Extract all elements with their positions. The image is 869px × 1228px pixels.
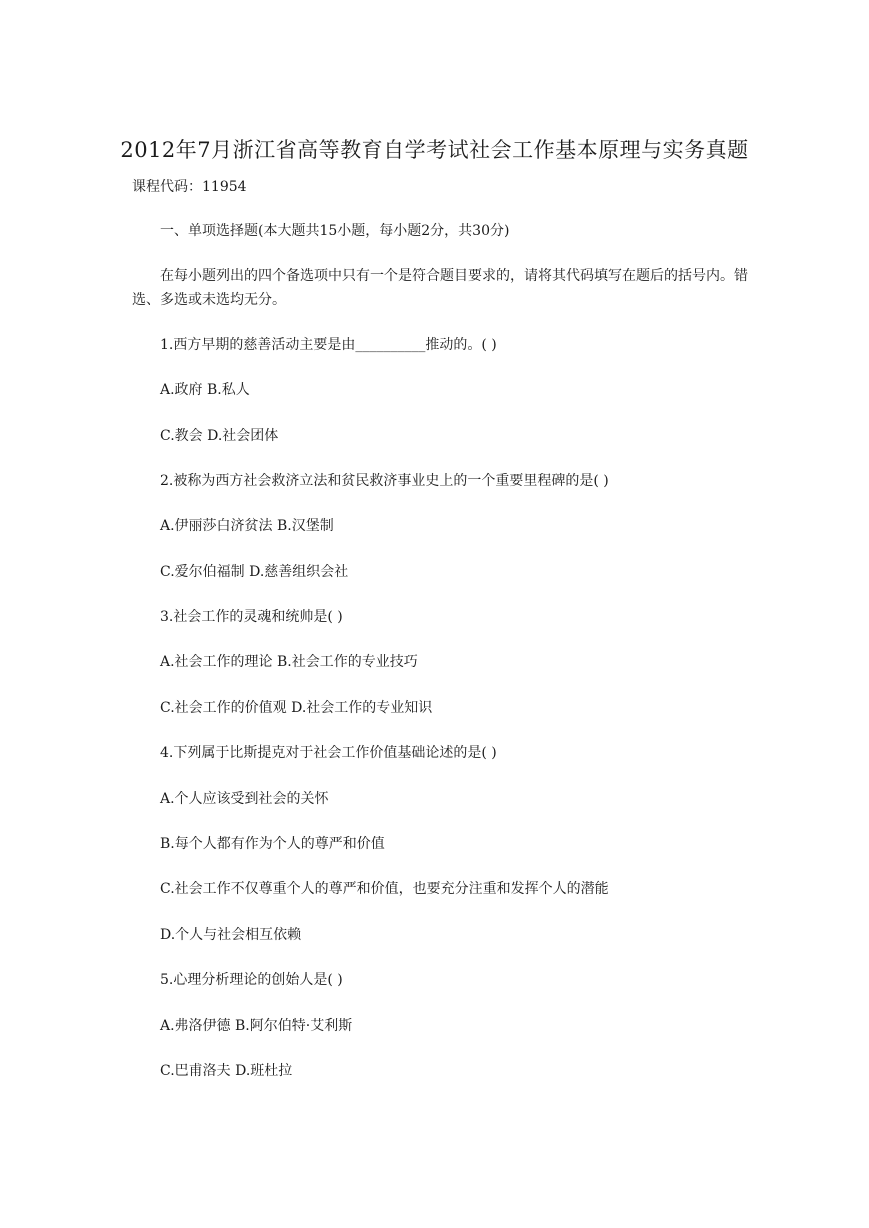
- question-2-options-ab: A.伊丽莎白济贫法 B.汉堡制: [160, 518, 334, 534]
- question-5: 5.心理分析理论的创始人是( ): [160, 972, 343, 988]
- question-2: 2.被称为西方社会救济立法和贫民救济事业史上的一个重要里程碑的是( ): [160, 473, 609, 489]
- question-3-options-ab: A.社会工作的理论 B.社会工作的专业技巧: [160, 654, 418, 670]
- section-heading: 一、单项选择题(本大题共15小题，每小题2分，共30分): [160, 223, 510, 239]
- question-1-options-ab: A.政府 B.私人: [160, 382, 250, 398]
- instructions-paragraph: 在每小题列出的四个备选项中只有一个是符合题目要求的，请将其代码填写在题后的括号内。错选、多选或未选均无分。: [132, 268, 748, 308]
- question-4-option-b: B.每个人都有作为个人的尊严和价值: [160, 836, 385, 852]
- question-1-options-cd: C.教会 D.社会团体: [160, 428, 279, 444]
- question-4-option-a: A.个人应该受到社会的关怀: [160, 791, 329, 807]
- question-3: 3.社会工作的灵魂和统帅是( ): [160, 609, 343, 625]
- question-4-option-d: D.个人与社会相互依赖: [160, 927, 302, 943]
- question-2-options-cd: C.爱尔伯福制 D.慈善组织会社: [160, 564, 349, 580]
- course-code: 课程代码：11954: [132, 179, 247, 195]
- question-5-options-cd: C.巴甫洛夫 D.班杜拉: [160, 1063, 293, 1079]
- question-1: 1.西方早期的慈善活动主要是由__________推动的。( ): [160, 337, 497, 353]
- question-4: 4.下列属于比斯提克对于社会工作价值基础论述的是( ): [160, 745, 497, 761]
- question-5-options-ab: A.弗洛伊德 B.阿尔伯特·艾利斯: [160, 1018, 353, 1034]
- question-3-options-cd: C.社会工作的价值观 D.社会工作的专业知识: [160, 700, 433, 716]
- question-4-option-c: C.社会工作不仅尊重个人的尊严和价值，也要充分注重和发挥个人的潜能: [160, 881, 609, 897]
- document-title: 2012年7月浙江省高等教育自学考试社会工作基本原理与实务真题: [120, 138, 749, 162]
